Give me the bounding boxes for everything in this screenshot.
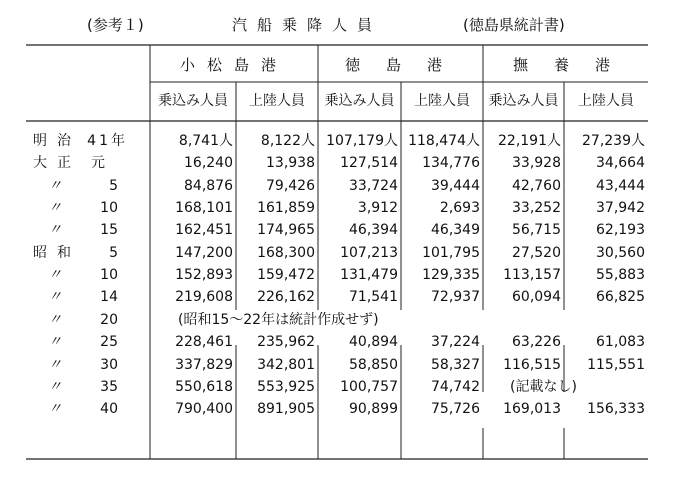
row-year: 10 — [100, 200, 118, 217]
value-cell: 107,179人 — [326, 133, 398, 149]
value-cell: 63,226 — [512, 334, 561, 351]
value-cell: 2,693 — [439, 200, 480, 217]
value-cell: 162,451 — [175, 222, 233, 239]
value-cell: 46,394 — [349, 222, 398, 239]
value-cell: 66,825 — [596, 289, 645, 306]
value-cell: 58,327 — [431, 356, 480, 373]
value-cell: 37,942 — [596, 200, 645, 217]
row-year: 40 — [100, 401, 118, 418]
row-note-unrecorded: (記載なし) — [510, 378, 577, 395]
row-year: 20 — [100, 311, 118, 328]
row-note: (昭和15～22年は統計作成せず) — [178, 311, 379, 328]
row-year: 5 — [109, 177, 118, 194]
subheader-landing-3: 上陸人員 — [578, 93, 634, 109]
value-cell: 174,965 — [257, 222, 315, 239]
value-cell: 161,859 — [257, 200, 315, 217]
value-cell: 168,101 — [175, 200, 233, 217]
value-cell: 74,742 — [431, 378, 480, 395]
row-era: 〃 — [48, 222, 62, 239]
value-cell: 58,850 — [349, 356, 398, 373]
value-cell: 116,515 — [503, 356, 561, 373]
value-cell: 169,013 — [503, 401, 561, 418]
row-year: 30 — [100, 356, 118, 373]
row-year: 元 — [91, 155, 105, 172]
value-cell: 84,876 — [184, 177, 233, 194]
value-cell: 72,937 — [431, 289, 480, 306]
value-cell: 16,240 — [184, 155, 233, 172]
value-cell: 30,560 — [596, 244, 645, 261]
row-era: 〃 — [48, 311, 62, 328]
row-era: 大正 — [33, 155, 81, 172]
value-cell: 62,193 — [596, 222, 645, 239]
value-cell: 129,335 — [422, 267, 480, 284]
value-cell: 131,479 — [340, 267, 398, 284]
value-cell: 147,200 — [175, 244, 233, 261]
value-cell: 134,776 — [422, 155, 480, 172]
value-cell: 3,912 — [357, 200, 398, 217]
value-cell: 56,715 — [512, 222, 561, 239]
value-cell: 22,191人 — [498, 133, 561, 149]
value-cell: 37,224 — [431, 334, 480, 351]
value-cell: 168,300 — [257, 244, 315, 261]
value-cell: 337,829 — [175, 356, 233, 373]
subheader-landing-1: 上陸人員 — [249, 93, 305, 109]
row-year: 35 — [100, 378, 118, 395]
reference-label: (参考１) — [87, 16, 144, 34]
row-era: 〃 — [48, 200, 62, 217]
value-cell: 235,962 — [257, 334, 315, 351]
value-cell: 60,094 — [512, 289, 561, 306]
value-cell: 790,400 — [175, 401, 233, 418]
value-cell: 127,514 — [340, 155, 398, 172]
row-year: 10 — [100, 267, 118, 284]
value-cell: 46,349 — [431, 222, 480, 239]
value-cell: 159,472 — [257, 267, 315, 284]
value-cell: 27,520 — [512, 244, 561, 261]
value-cell: 152,893 — [175, 267, 233, 284]
value-cell: 79,426 — [266, 177, 315, 194]
value-cell: 101,795 — [422, 244, 480, 261]
value-cell: 107,213 — [340, 244, 398, 261]
row-era: 〃 — [48, 378, 62, 395]
value-cell: 100,757 — [340, 378, 398, 395]
row-era: 〃 — [48, 267, 62, 284]
value-cell: 55,883 — [596, 267, 645, 284]
subheader-boarding-1: 乗込み人員 — [158, 93, 228, 109]
value-cell: 226,162 — [257, 289, 315, 306]
value-cell: 90,899 — [349, 401, 398, 418]
value-cell: 33,724 — [349, 177, 398, 194]
row-year: 14 — [100, 289, 118, 306]
subheader-boarding-3: 乗込み人員 — [488, 93, 559, 109]
value-cell: 118,474人 — [408, 133, 480, 149]
value-cell: 40,894 — [349, 334, 398, 351]
group-header-tokushima: 徳島港 — [345, 56, 469, 74]
row-era: 〃 — [48, 401, 62, 418]
value-cell: 156,333 — [587, 401, 645, 418]
value-cell: 8,741人 — [178, 133, 233, 149]
group-header-komatsushima: 小松島港 — [180, 56, 289, 74]
value-cell: 43,444 — [596, 177, 645, 194]
value-cell: 13,938 — [266, 155, 315, 172]
value-cell: 39,444 — [431, 177, 480, 194]
row-year: 41年 — [87, 133, 128, 149]
value-cell: 342,801 — [257, 356, 315, 373]
table-title: 汽船乗降人員 — [232, 16, 383, 34]
value-cell: 219,608 — [175, 289, 233, 306]
value-cell: 891,905 — [257, 401, 315, 418]
row-year: 15 — [100, 222, 118, 239]
value-cell: 550,618 — [175, 378, 233, 395]
group-header-muya: 撫養港 — [513, 56, 637, 74]
subheader-landing-2: 上陸人員 — [414, 93, 470, 109]
row-era: 〃 — [48, 289, 62, 306]
value-cell: 61,083 — [596, 334, 645, 351]
subheader-boarding-2: 乗込み人員 — [324, 93, 395, 109]
value-cell: 71,541 — [349, 289, 398, 306]
value-cell: 33,252 — [512, 200, 561, 217]
row-era: 明治 — [33, 133, 81, 149]
row-year: 25 — [100, 334, 118, 351]
value-cell: 42,760 — [512, 177, 561, 194]
value-cell: 553,925 — [257, 378, 315, 395]
value-cell: 75,726 — [431, 401, 480, 418]
row-era: 〃 — [48, 177, 62, 194]
value-cell: 8,122人 — [260, 133, 315, 149]
value-cell: 27,239人 — [582, 133, 645, 149]
row-era: 〃 — [48, 334, 62, 351]
value-cell: 228,461 — [175, 334, 233, 351]
value-cell: 33,928 — [512, 155, 561, 172]
row-year: 5 — [109, 244, 118, 261]
value-cell: 115,551 — [587, 356, 645, 373]
row-era: 〃 — [48, 356, 62, 373]
value-cell: 113,157 — [503, 267, 561, 284]
source-label: (徳島県統計書) — [463, 16, 565, 34]
value-cell: 34,664 — [596, 155, 645, 172]
row-era: 昭和 — [33, 244, 81, 261]
